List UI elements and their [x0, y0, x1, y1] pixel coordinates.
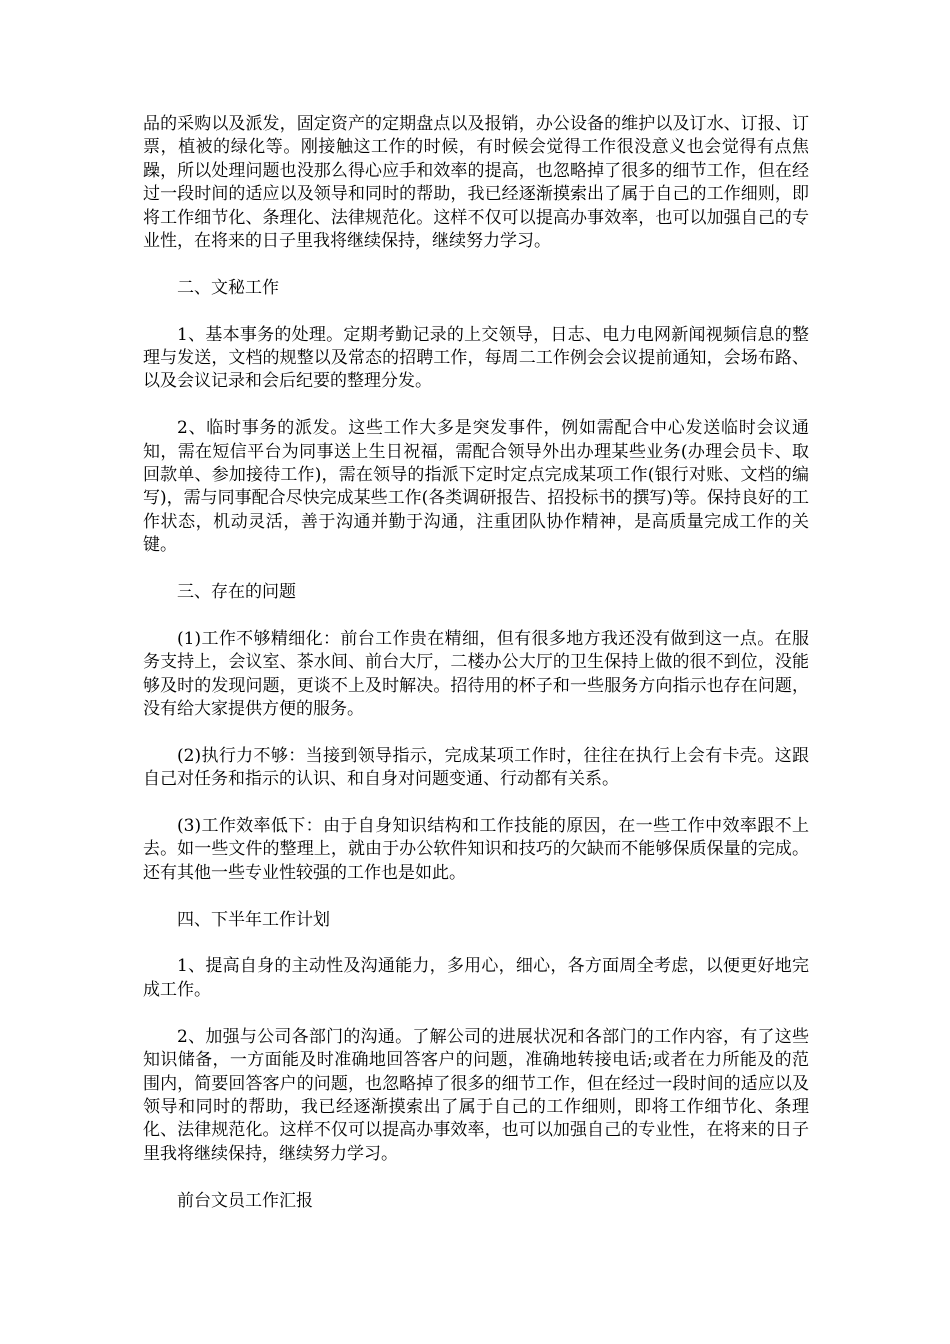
paragraph-plan-1: 1、提高自身的主动性及沟通能力，多用心，细心，各方面周全考虑，以便更好地完成工作。	[143, 956, 809, 1000]
paragraph-intro-continuation: 品的采购以及派发，固定资产的定期盘点以及报销，办公设备的维护以及订水、订报、订票，植被的绿化等。刚接触这工作的时候，有时候会觉得工作很没意义也会觉得有点焦躁，所以处理问题也没那么得心应手和效率的提高，也忽略掉了很多的细节工作，但在经过一段时间的适应以及领导和同时的帮助，我已经逐渐摸索出了属于自己的工作细则，即将工作细节化、条理化、法律规范化。这样不仅可以提高办事效率，也可以加强自己的专业性，在将来的日子里我将继续保持，继续努力学习。	[143, 114, 809, 252]
paragraph-temporary-affairs: 2、临时事务的派发。这些工作大多是突发事件，例如需配合中心发送临时会议通知，需在短信平台为同事送上生日祝福，需配合领导外出办理某些业务(办理会员卡、取回款单、参加接待工作)，需在领导的指派下定时定点完成某项工作(银行对账、文档的编写)，需与同事配合尽快完成某些工作(各类调研报告、招投标书的撰写)等。保持良好的工作状态，机动灵活，善于沟通并勤于沟通，注重团队协作精神，是高质量完成工作的关键。	[143, 418, 809, 556]
paragraph-problem-2: (2)执行力不够：当接到领导指示，完成某项工作时，往往在执行上会有卡壳。这跟自己对任务和指示的认识、和自身对问题变通、行动都有关系。	[143, 745, 809, 790]
document-page	[143, 113, 809, 1236]
paragraph-problem-3: (3)工作效率低下：由于自身知识结构和工作技能的原因，在一些工作中效率跟不上去。如一些文件的整理上，就由于办公软件知识和技巧的欠缺而不能够保质保量的完成。还有其他一些专业性较强的工作也是如此。	[143, 816, 809, 883]
section-heading-second-half-plan: 四、下半年工作计划	[177, 909, 330, 930]
section-heading-report-title: 前台文员工作汇报	[177, 1190, 313, 1211]
paragraph-problem-1: (1)工作不够精细化：前台工作贵在精细，但有很多地方我还没有做到这一点。在服务支持上，会议室、茶水间、前台大厅，二楼办公大厅的卫生保持上做的很不到位，没能够及时的发现问题，更谈不上及时解决。招待用的杯子和一些服务方向指示也存在问题，没有给大家提供方便的服务。	[143, 628, 809, 720]
section-heading-secretarial-work: 二、文秘工作	[177, 277, 279, 298]
section-heading-existing-problems: 三、存在的问题	[177, 582, 296, 603]
paragraph-routine-affairs: 1、基本事务的处理。定期考勤记录的上交领导，日志、电力电网新闻视频信息的整理与发送，文档的规整以及常态的招聘工作，每周二工作例会会议提前通知，会场布路、以及会议记录和会后纪要的整理分发。	[143, 324, 809, 392]
paragraph-plan-2: 2、加强与公司各部门的沟通。了解公司的进展状况和各部门的工作内容，有了这些知识储备，一方面能及时准确地回答客户的问题，准确地转接电话;或者在力所能及的范围内，简要回答客户的问题，也忽略掉了很多的细节工作，但在经过一段时间的适应以及领导和同时的帮助，我已经逐渐摸索出了属于自己的工作细则，即将工作细节化、条理化、法律规范化。这样不仅可以提高办事效率，也可以加强自己的专业性，在将来的日子里我将继续保持，继续努力学习。	[143, 1026, 809, 1164]
